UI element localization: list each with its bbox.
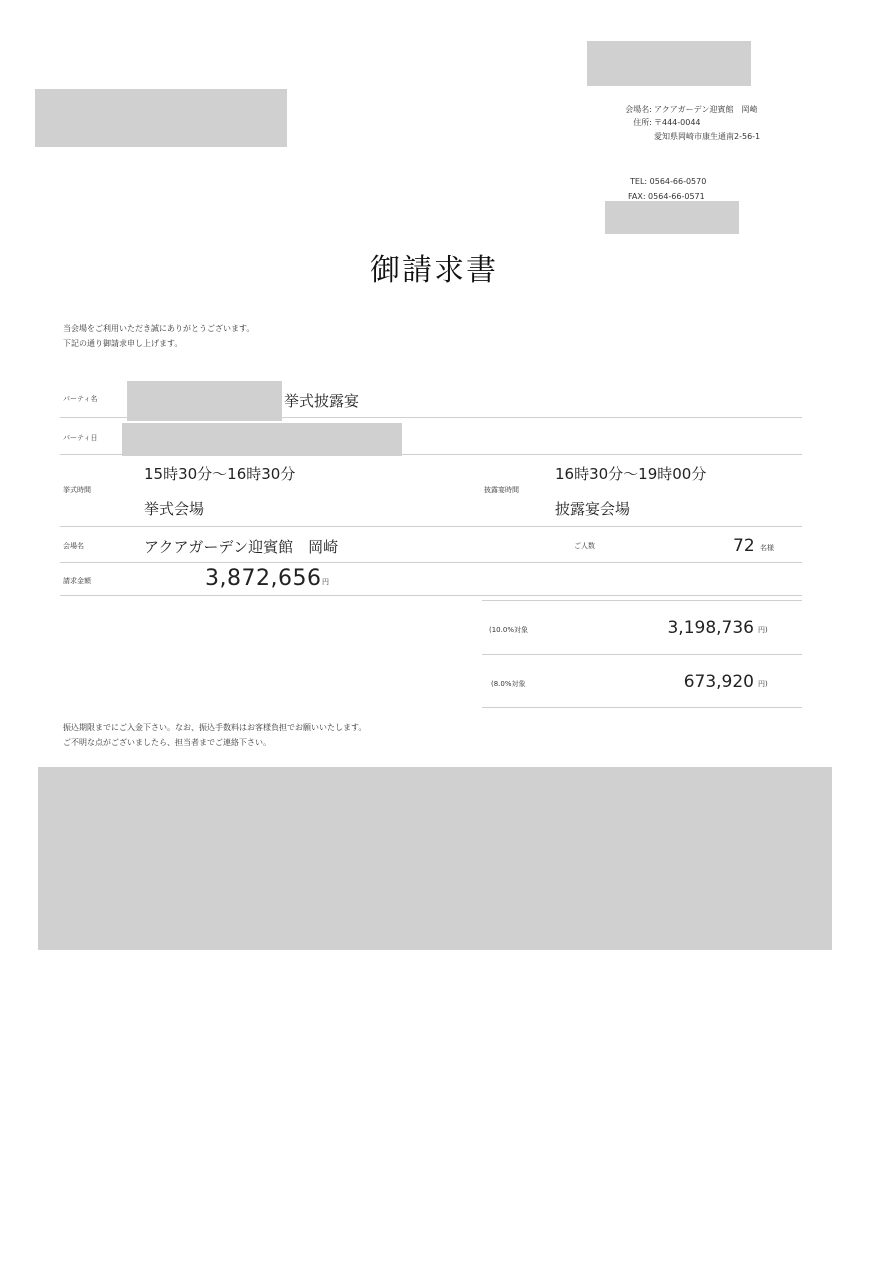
guests-label: ご人数 xyxy=(574,542,595,550)
tax-10-label: (10.0%対象 xyxy=(489,626,528,634)
divider xyxy=(60,454,802,455)
redacted-bank-info xyxy=(38,767,832,950)
party-name-suffix: 挙式披露宴 xyxy=(284,392,360,410)
tax-8-value: 673,920 xyxy=(683,672,754,692)
reception-time-label: 披露宴時間 xyxy=(484,486,519,494)
page-title: 御請求書 xyxy=(370,253,498,288)
ceremony-time-label: 挙式時間 xyxy=(63,486,91,494)
redacted-party-name xyxy=(127,381,282,421)
venue-tel: TEL: 0564-66-0570 xyxy=(630,177,707,186)
tax-10-value: 3,198,736 xyxy=(667,618,754,638)
tax-8-label: (8.0%対象 xyxy=(491,680,526,688)
guests-value: 72 xyxy=(733,536,755,556)
venue-value: アクアガーデン迎賓館 岡崎 xyxy=(144,538,339,556)
reception-venue: 披露宴会場 xyxy=(555,500,631,518)
venue-address-label: 住所: xyxy=(633,118,652,127)
venue-fax: FAX: 0564-66-0571 xyxy=(628,192,705,201)
guests-unit: 名様 xyxy=(760,544,774,552)
note-line-2: ご不明な点がございましたら、担当者までご連絡下さい。 xyxy=(63,738,271,747)
amount-unit: 円 xyxy=(322,578,329,586)
redacted-top-right xyxy=(587,41,751,86)
amount-value: 3,872,656 xyxy=(205,566,322,591)
ceremony-time: 15時30分～16時30分 xyxy=(144,465,296,483)
greeting-line-2: 下記の通り御請求申し上げます。 xyxy=(63,339,183,348)
amount-label: 請求金額 xyxy=(63,577,91,585)
tax-10-unit: 円) xyxy=(758,626,768,634)
ceremony-venue: 挙式会場 xyxy=(144,500,205,518)
reception-time: 16時30分～19時00分 xyxy=(555,465,707,483)
redacted-staff xyxy=(605,201,739,234)
venue-postal: 〒444-0044 xyxy=(654,118,701,127)
divider xyxy=(60,562,802,563)
venue-name-label: 会場名: xyxy=(625,105,652,114)
divider xyxy=(60,417,802,418)
greeting-line-1: 当会場をご利用いただき誠にありがとうございます。 xyxy=(63,324,255,333)
redacted-party-date xyxy=(122,423,402,456)
divider xyxy=(482,600,802,601)
divider xyxy=(60,526,802,527)
divider xyxy=(482,707,802,708)
tax-8-unit: 円) xyxy=(758,680,768,688)
note-line-1: 振込期限までにご入金下さい。なお、振込手数料はお客様負担でお願いいたします。 xyxy=(63,723,367,732)
venue-name: アクアガーデン迎賓館 岡崎 xyxy=(654,105,758,114)
divider xyxy=(60,595,802,596)
party-name-label: パーティ名 xyxy=(63,395,98,403)
venue-label: 会場名 xyxy=(63,542,84,550)
venue-address: 愛知県岡崎市康生通南2-56-1 xyxy=(654,132,761,141)
party-date-label: パーティ日 xyxy=(63,434,98,442)
divider xyxy=(482,654,802,655)
redacted-recipient xyxy=(35,89,287,147)
